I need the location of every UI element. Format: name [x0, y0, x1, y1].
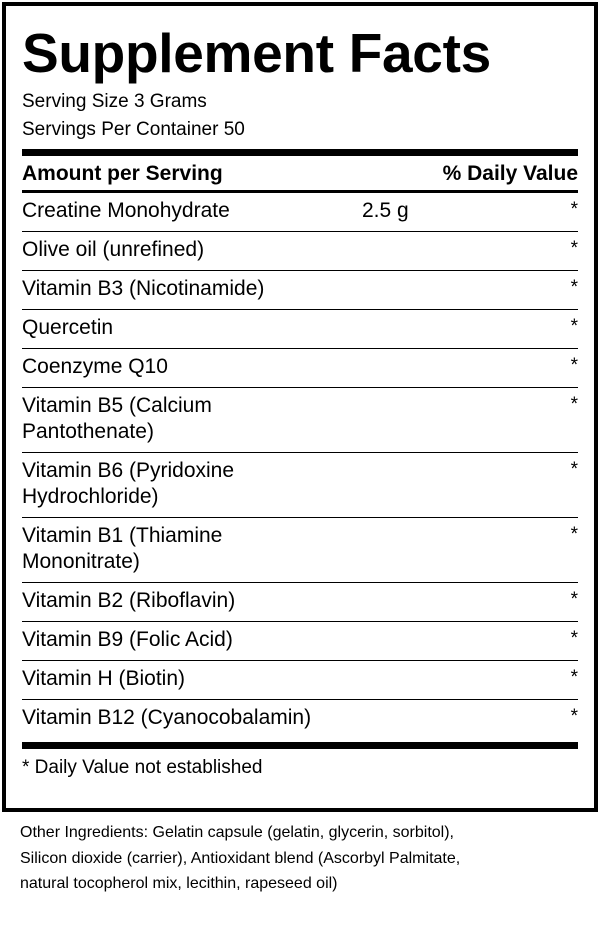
daily-value-marker: * [570, 524, 578, 545]
ingredient-name: Vitamin B2 (Riboflavin) [22, 589, 236, 612]
daily-value-marker: * [570, 355, 578, 376]
supplement-facts-panel [2, 2, 598, 812]
daily-value-marker: * [570, 316, 578, 337]
ingredient-amount: 2.5 g [362, 199, 409, 222]
ingredient-row [22, 661, 578, 700]
ingredient-name: Vitamin B12 (Cyanocobalamin) [22, 706, 312, 729]
ingredient-name: Vitamin B9 (Folic Acid) [22, 628, 233, 651]
ingredient-name: Vitamin B6 (Pyridoxine Hydrochloride) [22, 459, 235, 508]
daily-value-marker: * [570, 589, 578, 610]
amount-per-serving-header: Amount per Serving [22, 161, 223, 185]
ingredient-row [22, 349, 578, 388]
ingredient-name: Coenzyme Q10 [22, 355, 168, 378]
ingredient-list [22, 193, 578, 738]
other-ingredients: Other Ingredients: Gelatin capsule (gelatin, glycerin, sorbitol), Silicon dioxide (carrier), Antioxidant blend (Ascorbyl Palmitate, natural tocopherol mix, lecithin, rapeseed oil) [20, 824, 461, 892]
daily-value-marker: * [570, 238, 578, 259]
ingredient-row [22, 232, 578, 271]
serving-size: Serving Size 3 Grams [22, 91, 207, 112]
thick-divider-bottom [22, 742, 578, 749]
ingredient-row [22, 310, 578, 349]
ingredient-row [22, 518, 578, 583]
ingredient-name: Vitamin H (Biotin) [22, 667, 185, 690]
daily-value-marker: * [570, 459, 578, 480]
daily-value-header: % Daily Value [442, 161, 578, 185]
column-header-row [22, 156, 578, 193]
ingredient-row [22, 271, 578, 310]
daily-value-marker: * [570, 394, 578, 415]
daily-value-marker: * [570, 277, 578, 298]
thick-divider-top [22, 149, 578, 156]
ingredient-row [22, 622, 578, 661]
ingredient-name: Quercetin [22, 316, 114, 339]
daily-value-marker: * [570, 628, 578, 649]
ingredient-name: Vitamin B5 (Calcium Pantothenate) [22, 394, 212, 443]
daily-value-marker: * [570, 706, 578, 727]
ingredient-row [22, 583, 578, 622]
servings-per-container: Servings Per Container 50 [22, 119, 245, 140]
panel-title: Supplement Facts [22, 22, 491, 84]
daily-value-marker: * [570, 199, 578, 220]
ingredient-row [22, 453, 578, 518]
ingredient-row [22, 193, 578, 232]
daily-value-marker: * [570, 667, 578, 688]
ingredient-name: Creatine Monohydrate [22, 199, 230, 222]
ingredient-row [22, 700, 578, 738]
ingredient-row [22, 388, 578, 453]
ingredient-name: Vitamin B1 (Thiamine Mononitrate) [22, 524, 223, 573]
ingredient-name: Vitamin B3 (Nicotinamide) [22, 277, 265, 300]
ingredient-name: Olive oil (unrefined) [22, 238, 205, 261]
daily-value-footnote: * Daily Value not established [22, 757, 263, 778]
